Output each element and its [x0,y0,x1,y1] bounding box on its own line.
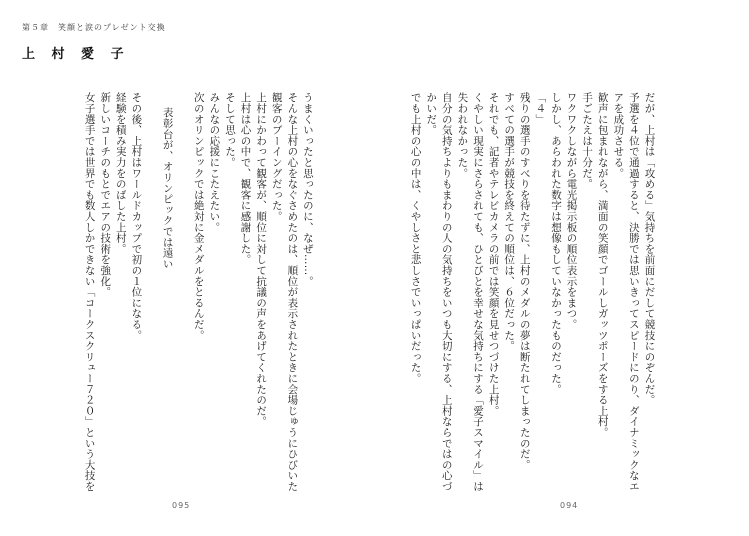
text-line: 手ごたえは十分だ。 [581,92,594,190]
text-line: かいだ。 [425,92,438,136]
text-line: 残りの選手のすべりを待たずに、上村のメダルの夢は断たれてしまったのだ。 [518,92,531,470]
text-line: 失われなかった。 [456,92,469,179]
text-line: ワクワクしながら電光掲示板の順位表示をまつ。 [565,92,578,330]
text-line: 経験を積み実力をのばした上村。 [114,92,127,254]
text-line: だが、上村は「攻める」気持ちを前面にだして競技にのぞんだ。 [643,92,656,406]
blank-line [175,92,191,492]
text-line: 「４」 [534,92,547,125]
text-line: みんなの応援にこたえたい。 [208,92,221,233]
text-line: そして思った。 [223,92,236,168]
chapter-title: 第５章 笑顔と涙のプレゼント交換 [22,23,166,32]
page-number-right: 094 [560,501,579,510]
text-line: くやしい現実にさらされても、ひとびとを幸せな気持ちにする「愛子スマイル」は [471,92,484,492]
text-line: それでも、記者やテレビカメラの前では笑顔を見せつづけた上村。 [487,92,500,416]
subheading-line: 表彰台が、オリンピックでは遠い [161,107,174,269]
text-line: 上村は心の中で、観客に感謝した。 [239,92,252,265]
text-line: でも上村の心の中は、くやしさと悲しさでいっぱいだった。 [409,92,422,384]
text-line: その後、上村はワールドカップで初の１位になる。 [130,92,143,341]
left-page-text [81,92,315,492]
text-line: 予選を４位で通過すると、決勝では思いきってスピードにのり、ダイナミックなエ [627,92,640,492]
text-line: 観客のブーイングだった。 [270,92,283,222]
text-line: 女子選手では世界でも数人しかできない「コークスクリュー７２０」という大技を [83,92,96,492]
section-name: 上 村 愛 子 [22,47,130,62]
running-header [22,22,166,62]
right-page-text [407,92,657,492]
text-line: しかし、あらわれた数字は想像もしていなかったものだった。 [549,92,562,395]
text-line: 新しいコーチのもとでエアの技術を強化。 [99,92,112,298]
text-line: そんな上村の心をなぐさめたのは、順位が表示されたときに会場じゅうにひびいた [286,92,299,492]
text-line: 歓声に包まれながら、満面の笑顔でゴールしガッツポーズをする上村。 [596,92,609,438]
text-line: アを成功させる。 [612,92,625,179]
text-line: 自分の気持ちよりもまわりの人の気持ちをいつも大切にする、上村ならではの心づ [440,92,453,492]
blank-line [143,92,159,492]
text-line: 上村にかわって観客が、順位に対して抗議の声をあげてくれたのだ。 [255,92,268,427]
text-line: うまくいったと思ったのに、なぜ……。 [301,92,314,287]
page-number-left: 095 [172,501,191,510]
text-line: 次のオリンピックでは絶対に金メダルをとるんだ。 [192,92,205,341]
text-line: すべての選手が競技を終えての順位は、６位だった。 [503,92,516,352]
